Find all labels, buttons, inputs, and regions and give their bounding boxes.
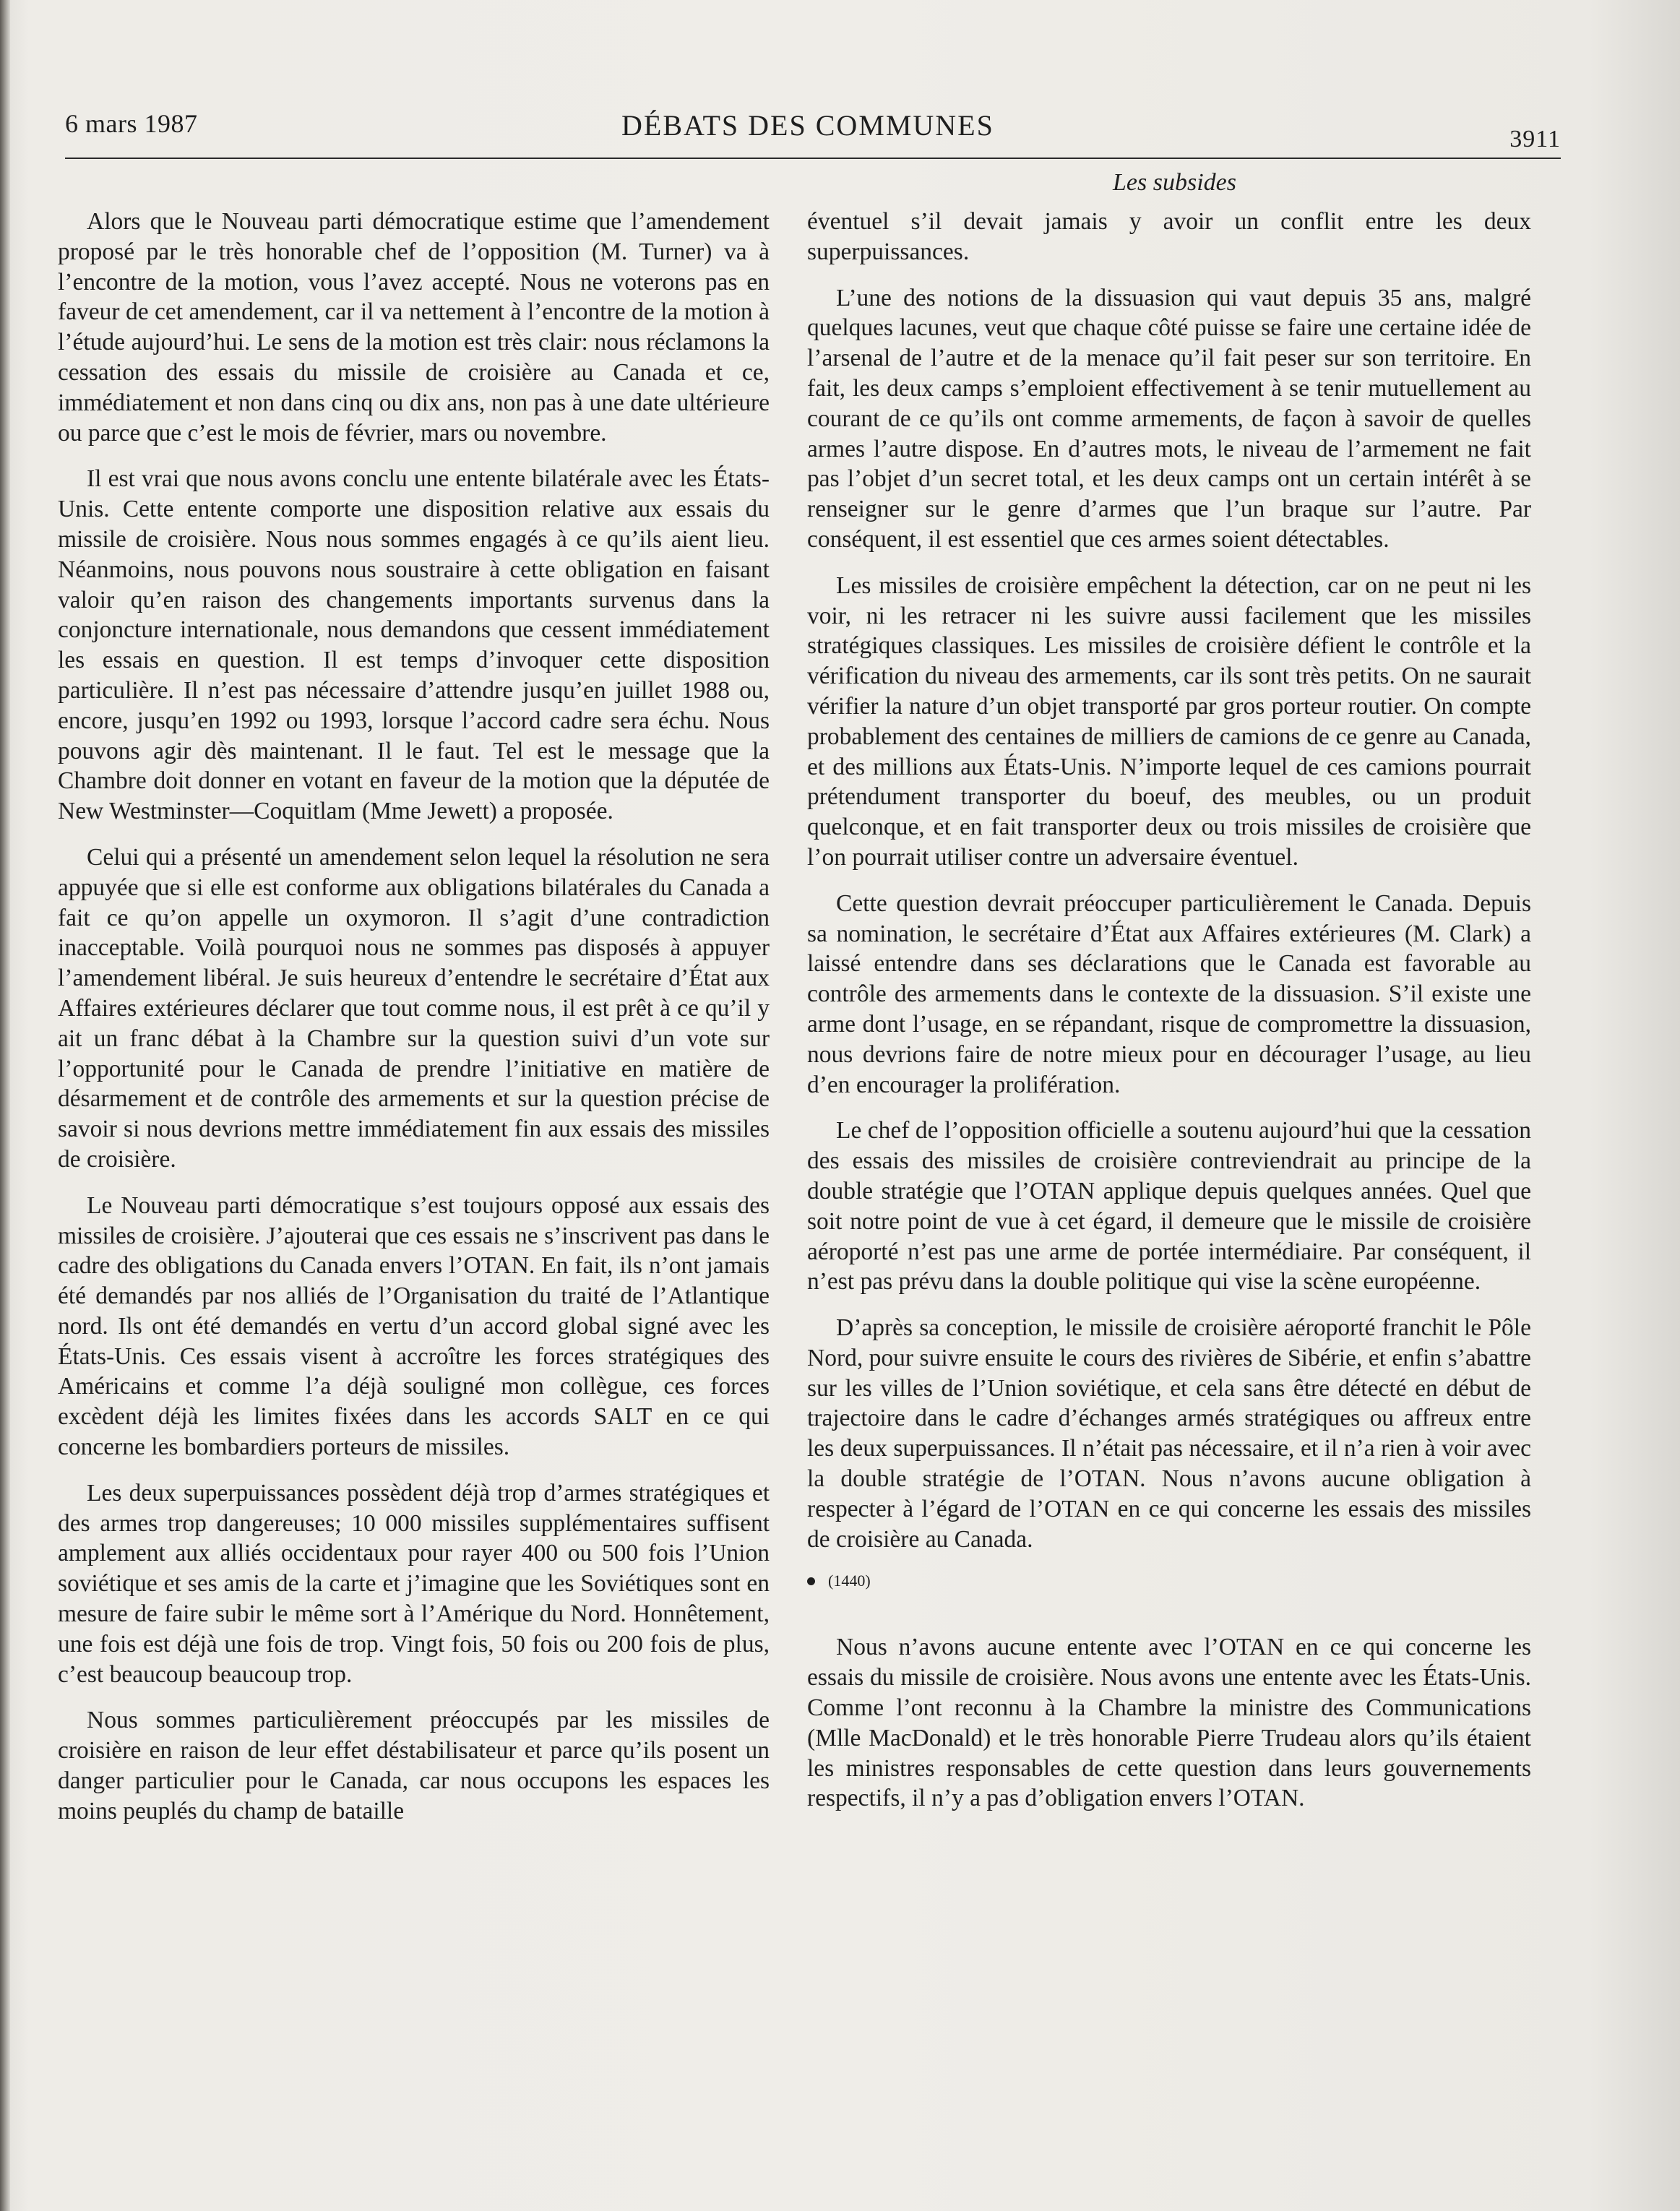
header-title: DÉBATS DES COMMUNES: [621, 109, 994, 142]
left-column: [58, 207, 770, 1842]
continued-paragraph: éventuel s’il devait jamais y avoir un conflit entre les deux superpuissances.: [807, 208, 1531, 265]
page-number: 3911: [1509, 126, 1561, 152]
paragraph: Le chef de l’opposition officielle a soutenu aujourd’hui que la cessation des essais des missiles de croisière contreviendrait au principe de la double stratégie que l’OTAN applique depuis quelques années. Quel que soit notre point de vue à cet égard, il demeure que le missile de croisière aéroporté n’est pas une arme de portée intermédiaire. Par conséquent, il n’est pas prévu dans la double politique qui vise la scène européenne.: [807, 1117, 1531, 1296]
paragraph: Cette question devrait préoccuper particulièrement le Canada. Depuis sa nomination, le secrétaire d’État aux Affaires extérieures (M. Clark) a laissé entendre dans ses déclarations que le Canada est favorable au contrôle des armements dans le contexte de la dissuasion. S’il existe une arme dont l’usage, en se répandant, risque de compromettre la dissuasion, nous devrions faire de notre mieux pour en décourager l’usage, au lieu d’en encourager la prolifération.: [807, 889, 1531, 1098]
paragraph: Celui qui a présenté un amendement selon lequel la résolution ne sera appuyée que si elle est conforme aux obligations bilatérales du Canada a fait ce qu’on appelle un oxymoron. Il s’agit d’une contradiction inacceptable. Voilà pourquoi nous ne sommes pas disposés à appuyer l’amendement libéral. Je suis heureux d’entendre le secrétaire d’État aux Affaires extérieures déclarer que tout comme nous, il est prêt à ce qu’il y ait un franc débat à la Chambre sur la question suivi d’un vote sur l’opportunité pour le Canada de prendre l’initiative en matière de désarmement et de contrôle des armements et sur la question précise de savoir si nous devrions mettre immédiatement fin aux essais des missiles de croisière.: [58, 843, 770, 1173]
time-marker-text: (1440): [828, 1572, 871, 1590]
paragraph: D’après sa conception, le missile de croisière aéroporté franchit le Pôle Nord, pour suivre ensuite le cours des rivières de Sibérie, et enfin s’abattre sur les villes de l’Union soviétique, et cela sans être détecté en début de trajectoire dans le cadre d’échanges armés stratégiques ou affreux entre les deux superpuissances. Il n’était pas nécessaire, et il n’a rien à voir avec la double stratégie de l’OTAN. Nous n’avons aucune obligation à respecter à l’égard de l’OTAN en ce qui concerne les essais des missiles de croisière au Canada.: [807, 1314, 1531, 1553]
paragraph: Nous n’avons aucune entente avec l’OTAN en ce qui concerne les essais du missile de croisière. Nous avons une entente avec les États-Unis. Comme l’ont reconnu à la Chambre la ministre des Communications (Mlle MacDonald) et le très honorable Pierre Trudeau alors qu’ils étaient les ministres responsables de cette question dans leurs gouvernements respectifs, il n’y a pas d’obligation envers l’OTAN.: [807, 1634, 1531, 1812]
paragraph: Le Nouveau parti démocratique s’est toujours opposé aux essais des missiles de croisière. J’ajouterai que ces essais ne s’inscrivent pas dans le cadre des obligations du Canada envers l’OTAN. En fait, ils n’ont jamais été demandés par nos alliés de l’Organisation du traité de l’Atlantique nord. Ils ont été demandés en vertu d’un accord global signé avec les États-Unis. Ces essais visent à accroître les forces stratégiques des Américains et comme l’a déjà souligné mon collègue, ces forces excèdent déjà les limites fixées dans les accords SALT en ce qui concerne les bombardiers porteurs de missiles.: [58, 1191, 770, 1461]
paragraph: Les deux superpuissances possèdent déjà trop d’armes stratégiques et des armes trop dangereuses; 10 000 missiles supplémentaires suffisent amplement aux alliés occidentaux pour rayer 400 ou 500 fois l’Union soviétique et ses amis de la carte et j’imagine que les Soviétiques sont en mesure de faire subir le même sort à l’Amérique du Nord. Honnêtement, une fois est déjà une fois de trop. Vingt fois, 50 fois ou 200 fois de plus, c’est beaucoup beaucoup trop.: [58, 1479, 770, 1688]
bullet-icon: [807, 1577, 815, 1585]
page-binding-edge: [0, 0, 10, 2211]
header-rule: [65, 158, 1561, 159]
paragraph: Les missiles de croisière empêchent la détection, car on ne peut ni les voir, ni les retracer ni les suivre aussi facilement que les missiles stratégiques classiques. Les missiles de croisière défient le contrôle et la vérification du niveau des armements, car ils sont très petits. On ne saurait vérifier la nature d’un objet transporté par gros porteur routier. On compte probablement des centaines de milliers de camions de ce genre au Canada, et des millions aux États-Unis. N’importe lequel de ces camions pourrait prétendument transporter du boeuf, des meubles, ou un produit quelconque, et en fait transporter deux ou trois missiles de croisière que l’on pourrait utiliser contre un adversaire éventuel.: [807, 572, 1531, 871]
paragraph: L’une des notions de la dissuasion qui vaut depuis 35 ans, malgré quelques lacunes, veut que chaque côté puisse se faire une certaine idée de l’arsenal de l’autre et de la menace qu’il fait peser sur son territoire. En fait, les deux camps s’emploient effectivement à se tenir mutuellement au courant de ce qu’ils ont comme armements, de façon à savoir de quelles armes l’autre dispose. En d’autres mots, le niveau de l’armement ne fait pas l’objet d’un secret total, et les deux camps ont un certain intérêt à se renseigner sur le genre d’armes que l’un braque sur l’autre. Par conséquent, il est essentiel que ces armes soient détectables.: [807, 284, 1531, 553]
header-date: 6 mars 1987: [65, 109, 198, 138]
time-marker: [807, 1570, 1531, 1592]
right-column: [807, 207, 1531, 1829]
paragraph: Il est vrai que nous avons conclu une entente bilatérale avec les États-Unis. Cette entente comporte une disposition relative aux essais du missile de croisière. Nous nous sommes engagés à ce qu’ils aient lieu. Néanmoins, nous pouvons nous soustraire à cette obligation en faisant valoir qu’en raison des changements importants survenus dans la conjoncture internationale, nous demandons que cessent immédiatement les essais en question. Il est temps d’invoquer cette disposition particulière. Il n’est pas nécessaire d’attendre jusqu’en juillet 1988 ou, encore, jusqu’en 1992 ou 1993, lorsque l’accord cadre sera échu. Nous pouvons agir dès maintenant. Il le faut. Tel est le message que la Chambre doit donner en votant en faveur de la motion que la députée de New Westminster—Coquitlam (Mme Jewett) a proposée.: [58, 465, 770, 825]
page-header: [65, 108, 1561, 159]
paragraph: Alors que le Nouveau parti démocratique estime que l’amendement proposé par le très honorable chef de l’opposition (M. Turner) va à l’encontre de la motion, vous l’avez accepté. Nous ne voterons pas en faveur de cet amendement, car il va nettement à l’encontre de la motion à l’étude aujourd’hui. Le sens de la motion est très clair: nous réclamons la cessation des essais du missile de croisière au Canada et ce, immédiatement et non dans cinq ou dix ans, non pas à une date ultérieure ou parce que c’est le mois de février, mars ou novembre.: [58, 208, 770, 447]
paragraph: Nous sommes particulièrement préoccupés par les missiles de croisière en raison de leur effet déstabilisateur et parce qu’ils posent un danger particulier pour le Canada, car nous occupons les espaces les moins peuplés du champ de bataille: [58, 1707, 770, 1824]
section-heading: Les subsides: [1113, 169, 1236, 196]
